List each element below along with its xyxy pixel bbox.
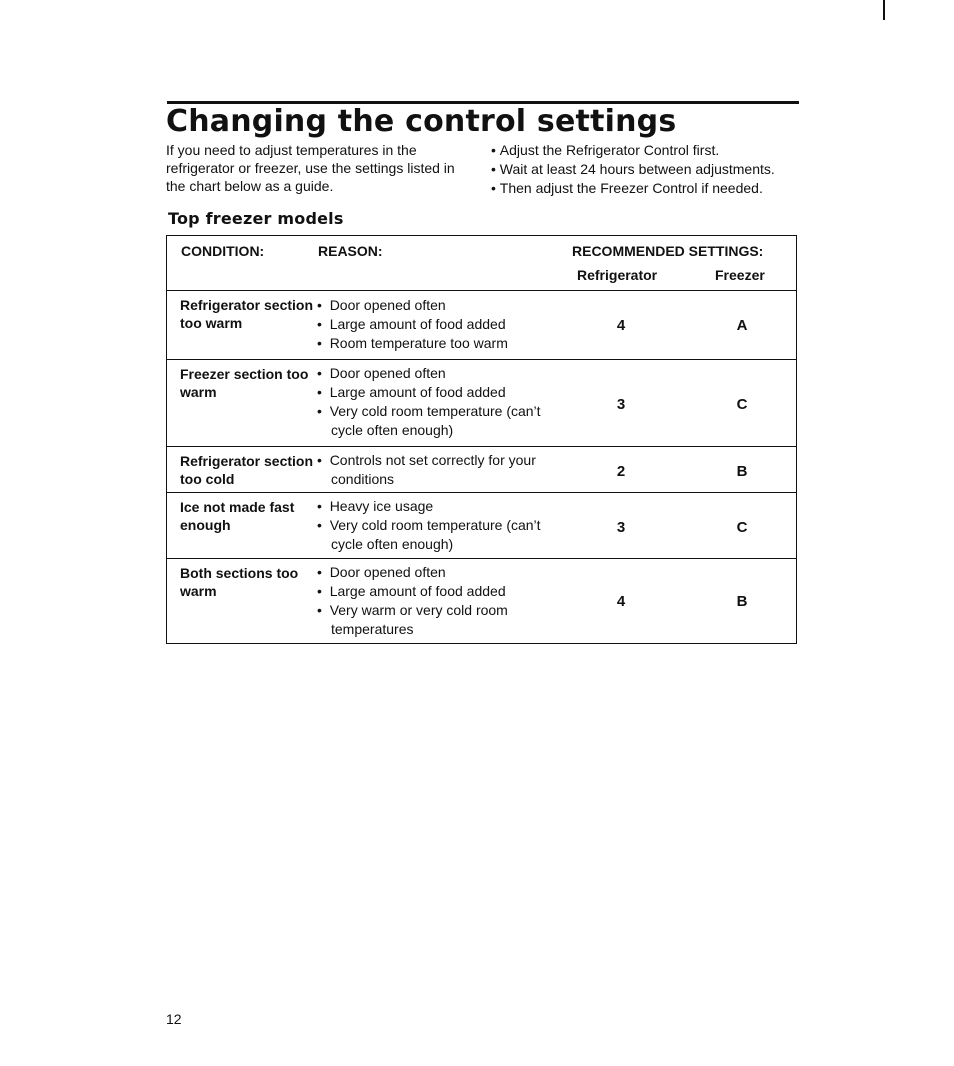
refrigerator-setting: 3: [616, 519, 626, 536]
table-row: [167, 558, 796, 644]
tip-item: • Wait at least 24 hours between adjustments.: [491, 160, 811, 179]
crop-mark: [883, 0, 885, 20]
freezer-setting: B: [736, 463, 748, 480]
condition-cell: Freezer section too warm: [180, 366, 309, 400]
header-recommended: RECOMMENDED SETTINGS:: [572, 243, 764, 259]
settings-table: [166, 235, 797, 644]
reason-item: • Heavy ice usage: [317, 497, 547, 516]
reasons-list: [317, 497, 547, 554]
reason-item: • Very cold room temperature (can’t cycle often enough): [317, 516, 547, 554]
reason-item: • Very warm or very cold room temperatures: [317, 601, 547, 639]
page-title: Changing the control settings: [166, 104, 677, 139]
table-row: [167, 492, 796, 558]
page-number: 12: [166, 1011, 182, 1027]
table-row: [167, 446, 796, 492]
table-row: [167, 359, 796, 446]
table-row: [167, 290, 796, 359]
condition-cell: Refrigerator section too cold: [180, 453, 314, 487]
reason-item: • Large amount of food added: [317, 582, 547, 601]
tips-list: [491, 141, 811, 198]
freezer-setting: C: [736, 396, 748, 413]
intro-paragraph: If you need to adjust temperatures in the refrigerator or freezer, use the settings listed in the chart below as a guide.: [166, 142, 455, 194]
header-freezer: Freezer: [715, 267, 765, 283]
reason-item: • Controls not set correctly for your conditions: [317, 451, 547, 489]
reason-item: • Very cold room temperature (can’t cycle often enough): [317, 402, 547, 440]
refrigerator-setting: 4: [616, 593, 626, 610]
reasons-list: [317, 451, 547, 489]
refrigerator-setting: 2: [616, 463, 626, 480]
reasons-list: [317, 296, 547, 353]
header-refrigerator: Refrigerator: [577, 267, 658, 283]
section-subheading: Top freezer models: [168, 209, 344, 228]
header-reason: REASON:: [318, 243, 383, 259]
reason-item: • Room temperature too warm: [317, 334, 547, 353]
reasons-list: [317, 563, 547, 639]
freezer-setting: C: [736, 519, 748, 536]
reason-item: • Door opened often: [317, 563, 547, 582]
reasons-list: [317, 364, 547, 440]
reason-item: • Large amount of food added: [317, 383, 547, 402]
condition-cell: Refrigerator section too warm: [180, 297, 314, 331]
freezer-setting: B: [736, 593, 748, 610]
reason-item: • Door opened often: [317, 296, 547, 315]
condition-cell: Ice not made fast enough: [180, 499, 295, 533]
refrigerator-setting: 3: [616, 396, 626, 413]
refrigerator-setting: 4: [616, 317, 626, 334]
tip-item: • Then adjust the Freezer Control if needed.: [491, 179, 811, 198]
header-condition: CONDITION:: [181, 243, 265, 259]
reason-item: • Large amount of food added: [317, 315, 547, 334]
condition-cell: Both sections too warm: [180, 565, 299, 599]
freezer-setting: A: [736, 317, 748, 334]
tip-item: • Adjust the Refrigerator Control first.: [491, 141, 811, 160]
reason-item: • Door opened often: [317, 364, 547, 383]
